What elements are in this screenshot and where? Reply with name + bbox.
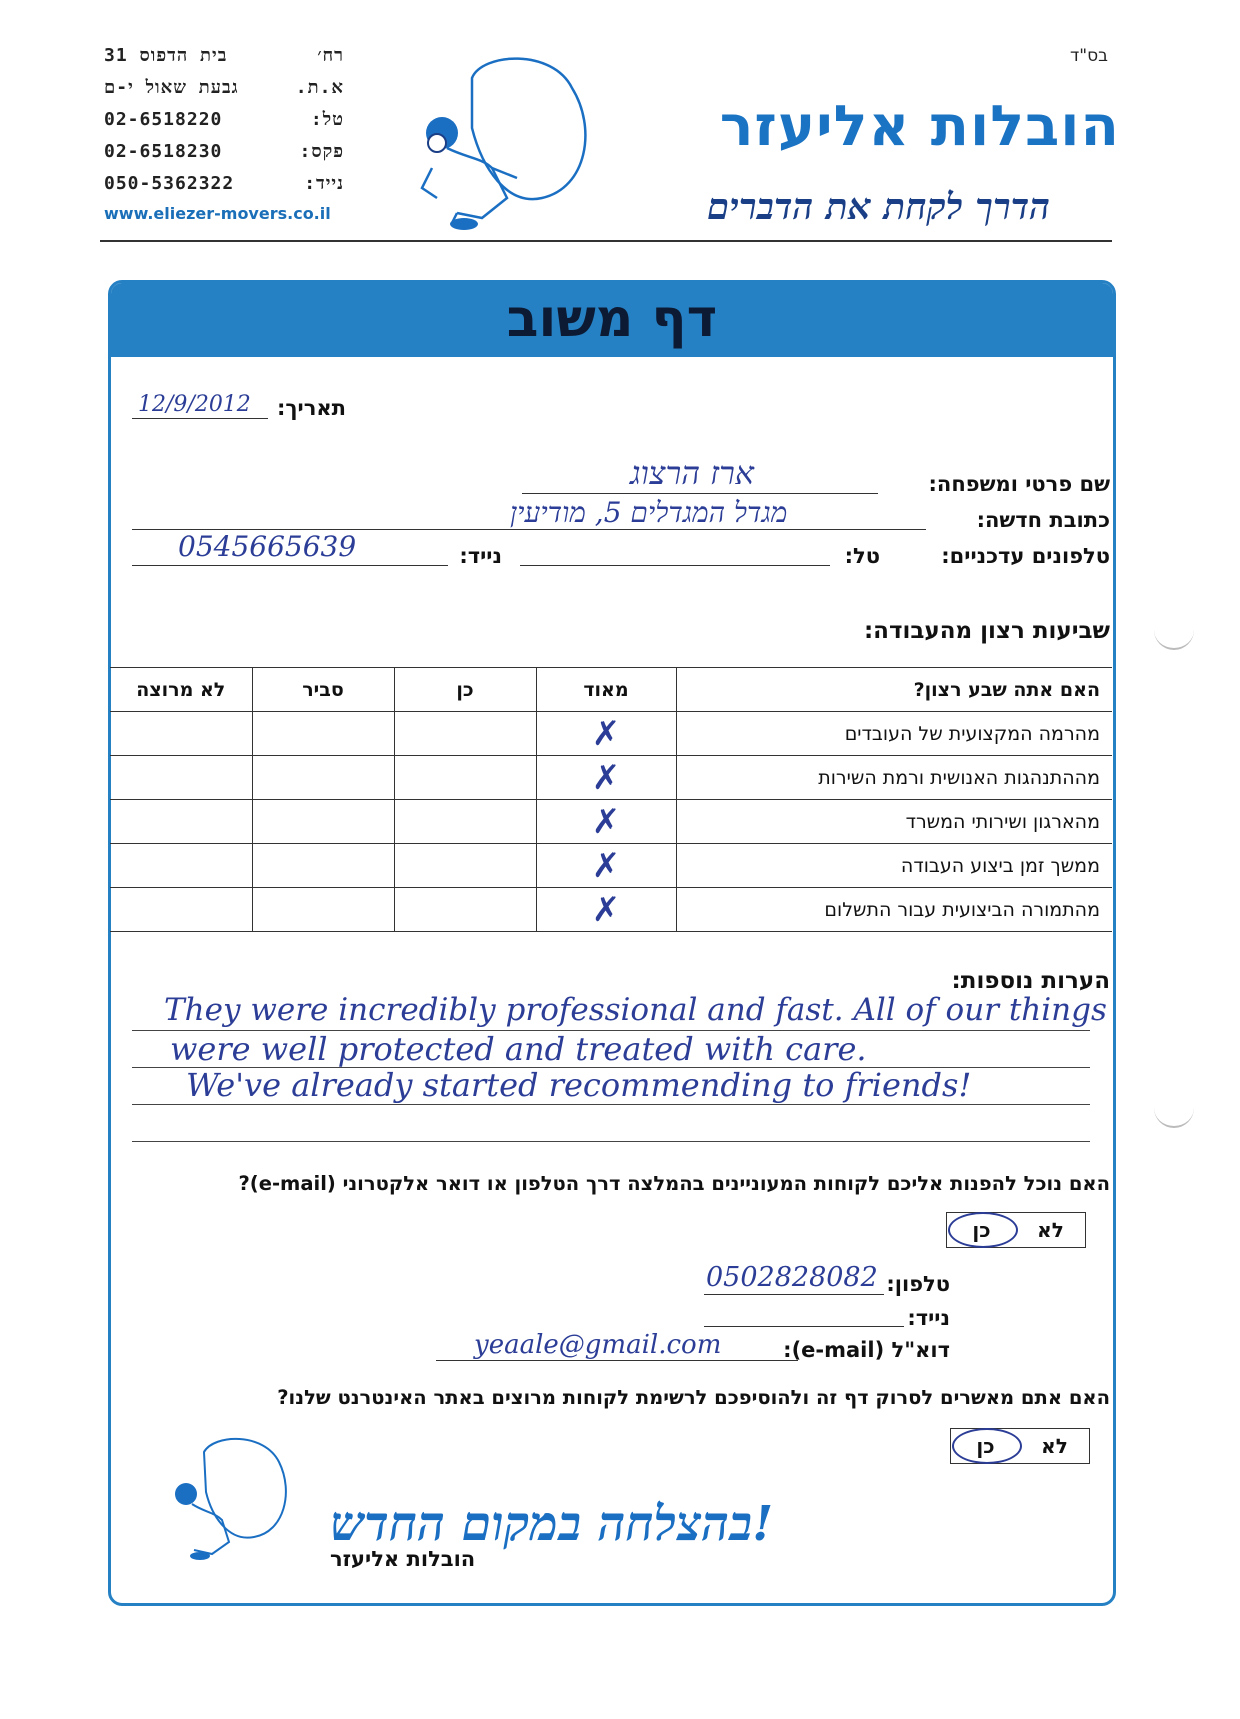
table-row [110,756,1112,800]
contact-tel [104,104,344,136]
tel-label: טל: [844,544,880,568]
question-header: האם אתה שבע רצון? [676,668,1112,712]
table-row [110,712,1112,756]
mobile-label: נייד: [459,544,502,568]
website-link[interactable]: www.eliezer-movers.co.il [104,204,331,223]
contact-value: 02-6518220 [104,109,223,130]
checkbox-very[interactable]: ✗ [536,712,676,756]
tel-line [520,565,830,566]
contact-value: בית הדפוס 31 [104,45,228,66]
col-unsatisfied: לא מרוצה [110,668,252,712]
comment-text-3[interactable]: We've already started recommending to friends! [186,1066,972,1104]
mobile-line [132,565,448,566]
header-divider [100,240,1112,242]
table-header-row [110,668,1112,712]
table-row [110,844,1112,888]
name-label: שם פרטי ומשפחה: [928,472,1110,496]
contact-label: רח׳ [317,45,344,66]
company-slogan: הדרך לקחת את הדברים [706,186,1050,228]
checkbox-very[interactable]: ✗ [536,800,676,844]
contact-area [104,72,344,104]
comment-text-1[interactable]: They were incredibly professional and fast. All of our things [164,992,1107,1028]
address-label: כתובת חדשה: [976,508,1110,532]
checkbox-very[interactable]: ✗ [536,888,676,932]
phones-label: טלפונים עדכניים: [941,544,1110,568]
company-name: הובלות אליעזר [719,94,1120,159]
address-value[interactable]: מגדל המגדלים 5, מודיעין [510,496,788,529]
referral-question: האם נוכל להפנות אליכם לקוחות המעוניינים בהמלצה דרך הטלפון או דואר אלקטרוני (e-mail)? [238,1172,1110,1195]
footer-wish: בהצלחה במקום החדש! [330,1496,774,1552]
mover-mascot-small-icon [164,1432,304,1572]
checkbox-reasonable[interactable] [252,756,394,800]
referral-no-option[interactable]: לא [1037,1218,1064,1242]
row-label: מהרמה המקצועית של העובדים [676,712,1112,756]
contact-value: 050-5362322 [104,173,235,194]
row-label: ממשך זמן ביצוע העבודה [676,844,1112,888]
contact-label: נייד: [304,173,344,194]
referral-email-label: דוא"ל (e-mail): [783,1338,950,1362]
contact-label: א.ת. [295,77,344,98]
contact-mobile [104,168,344,200]
publish-yes-option[interactable]: כן [976,1434,995,1458]
publish-question: האם אתם מאשרים לסרוק דף זה ולהוסיפכם לרשימת לקוחות מרוצים באתר האינטרנט שלנו? [277,1386,1110,1409]
table-row [110,888,1112,932]
footer-company: הובלות אליעזר [330,1547,476,1571]
referral-phone-value[interactable]: 0502828082 [706,1262,878,1293]
checkbox-reasonable[interactable] [252,844,394,888]
card-header [111,283,1113,357]
satisfaction-title: שביעות רצון מהעבודה: [863,618,1110,644]
publish-yes-circle-mark [952,1428,1022,1464]
checkbox-reasonable[interactable] [252,712,394,756]
referral-phone-line [704,1294,884,1295]
mover-mascot-icon [412,48,632,248]
referral-yes-option[interactable]: כן [972,1218,991,1242]
table-row [110,800,1112,844]
form-title: דף משוב [506,289,718,349]
checkbox-reasonable[interactable] [252,888,394,932]
date-value[interactable]: 12/9/2012 [138,392,251,417]
contact-street [104,40,344,72]
checkbox-very[interactable]: ✗ [536,756,676,800]
contact-value: 02-6518230 [104,141,223,162]
checkbox-yes[interactable] [394,712,536,756]
row-label: מהארגון ושירותי המשרד [676,800,1112,844]
referral-phone-label: טלפון: [886,1272,950,1296]
checkbox-unsatisfied[interactable] [110,800,252,844]
date-label: תאריך: [277,396,346,420]
punch-hole [1154,1106,1194,1128]
comment-line [132,1141,1090,1142]
referral-yes-circle-mark [948,1212,1018,1248]
referral-email-value[interactable]: yeaale@gmail.com [474,1330,722,1360]
col-yes: כן [394,668,536,712]
mobile-value[interactable]: 0545665639 [178,530,357,563]
satisfaction-table [110,667,1112,932]
contact-value: גבעת שאול י-ם [104,77,239,98]
comments-title: הערות נוספות: [951,968,1110,994]
checkbox-reasonable[interactable] [252,800,394,844]
name-line [522,493,878,494]
referral-mobile-label: נייד: [907,1306,950,1330]
checkbox-unsatisfied[interactable] [110,712,252,756]
contact-fax [104,136,344,168]
checkbox-yes[interactable] [394,756,536,800]
checkbox-yes[interactable] [394,800,536,844]
name-value[interactable]: ארז הרצוג [630,454,754,492]
checkbox-very[interactable]: ✗ [536,844,676,888]
row-label: מהתמורה הביצועית עבור התשלום [676,888,1112,932]
col-very: מאוד [536,668,676,712]
contact-label: פקס: [299,141,344,162]
contact-block [104,40,344,200]
checkbox-yes[interactable] [394,844,536,888]
checkbox-unsatisfied[interactable] [110,756,252,800]
col-reasonable: סביר [252,668,394,712]
contact-label: טל: [310,109,344,130]
checkbox-unsatisfied[interactable] [110,888,252,932]
comment-line [132,1104,1090,1105]
date-line [132,418,268,419]
comment-text-2[interactable]: were well protected and treated with care. [170,1030,867,1068]
row-label: מההתנהגות האנושית ורמת השירות [676,756,1112,800]
referral-mobile-line [704,1326,904,1327]
checkbox-yes[interactable] [394,888,536,932]
referral-email-line [436,1360,798,1361]
publish-no-option[interactable]: לא [1041,1434,1068,1458]
checkbox-unsatisfied[interactable] [110,844,252,888]
punch-hole [1154,628,1194,650]
bsd-mark: בס"ד [1070,46,1108,66]
